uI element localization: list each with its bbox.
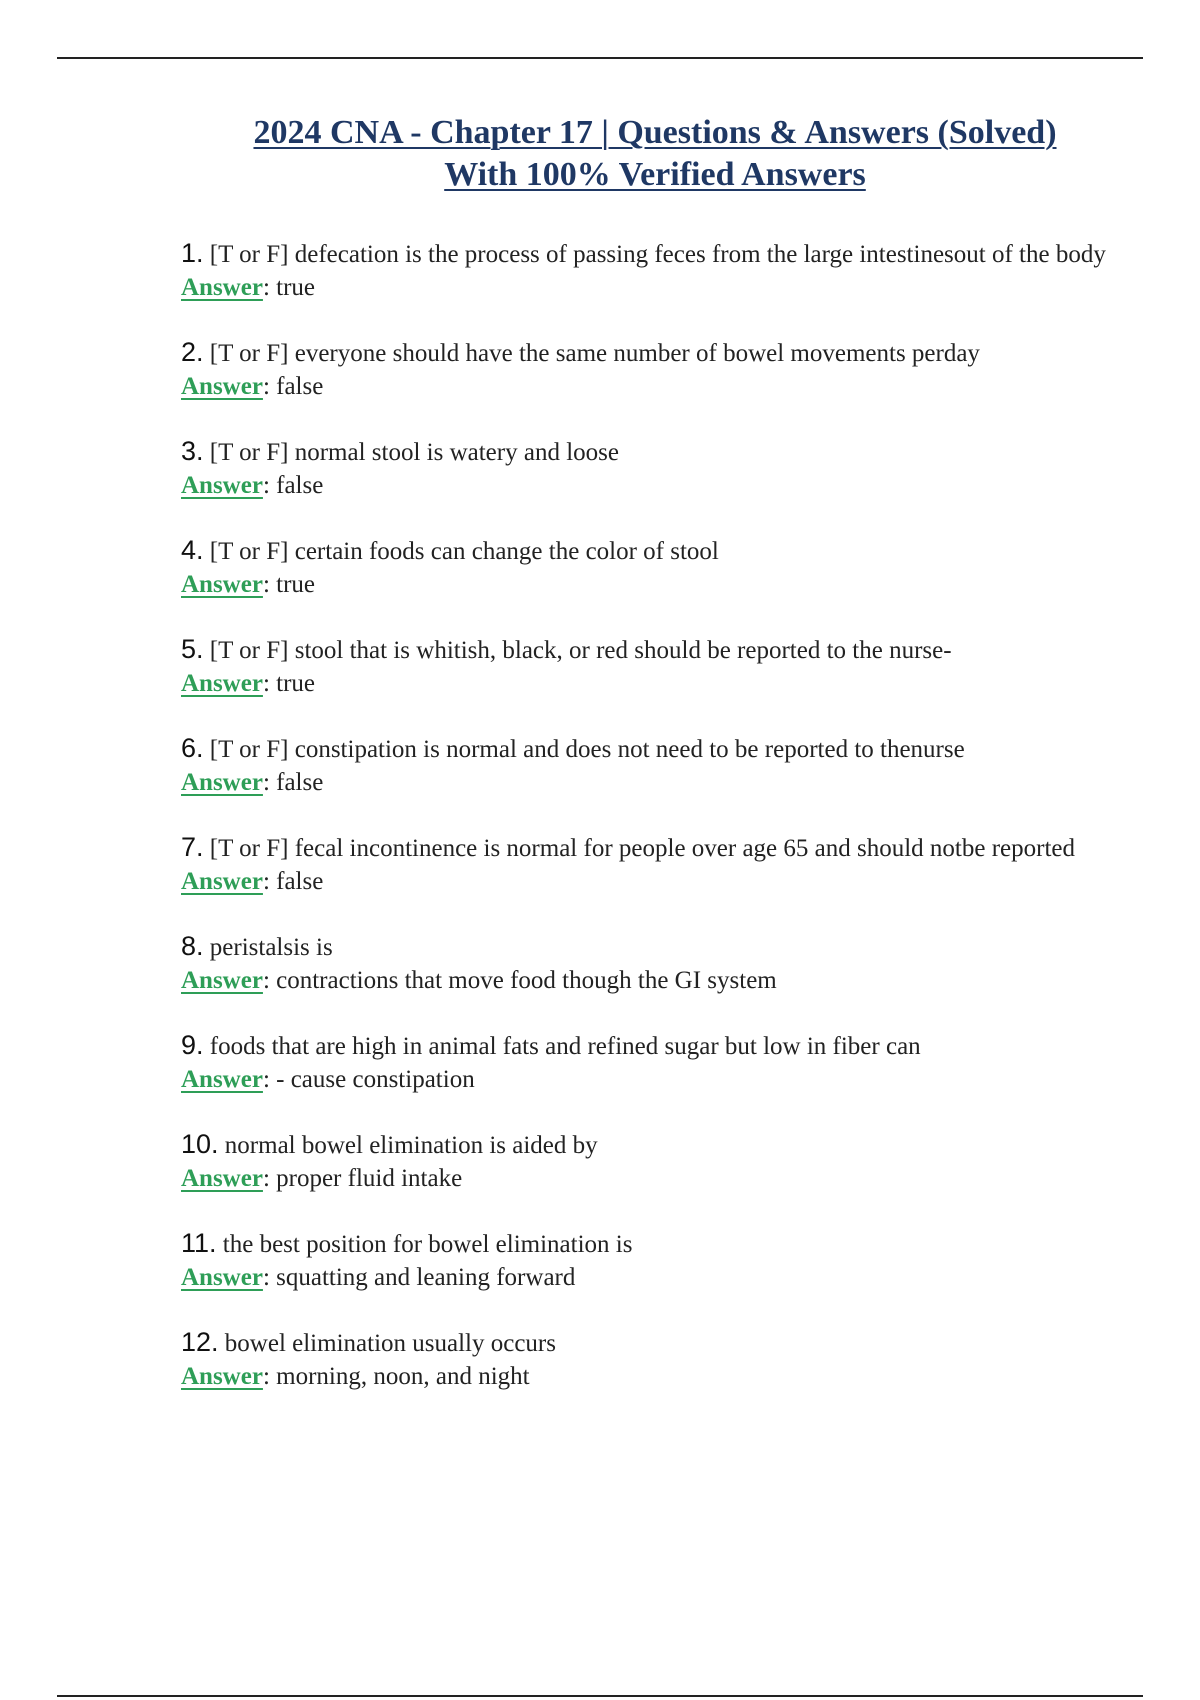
question-number: 7.	[181, 832, 204, 862]
question-number: 5.	[181, 634, 204, 664]
question-number: 1.	[181, 238, 204, 268]
question-number: 3.	[181, 436, 204, 466]
question-number: 4.	[181, 535, 204, 565]
question-number: 10.	[181, 1129, 219, 1159]
answer-separator: :	[262, 1363, 270, 1390]
answer-separator: :	[262, 769, 270, 796]
answer-text: contractions that move food though the GI system	[269, 967, 777, 994]
top-rule	[57, 57, 1143, 59]
question-item-2	[181, 337, 1116, 402]
question-text: [T or F] defecation is the process of passing feces from the large intestinesout of the body	[203, 241, 1106, 268]
answer-text: false	[269, 373, 324, 400]
question-text: peristalsis is	[203, 934, 333, 961]
answer-separator: :	[262, 274, 270, 301]
question-text: [T or F] certain foods can change the color of stool	[203, 538, 719, 565]
answer-separator: :	[262, 571, 270, 598]
question-item-1	[181, 238, 1116, 303]
answer-label: Answer	[181, 274, 263, 301]
answer-separator: :	[262, 868, 270, 895]
question-number: 8.	[181, 931, 204, 961]
page-title	[160, 112, 1150, 196]
answer-text: false	[269, 472, 324, 499]
answer-label: Answer	[181, 670, 263, 697]
question-number: 6.	[181, 733, 204, 763]
answer-separator: :	[262, 1066, 270, 1093]
answer-label: Answer	[181, 1165, 263, 1192]
title-line-1: 2024 CNA - Chapter 17 | Questions & Answers (Solved)	[253, 114, 1057, 151]
answer-text: squatting and leaning forward	[269, 1264, 576, 1291]
question-item-11	[181, 1228, 1116, 1293]
question-item-3	[181, 436, 1116, 501]
answer-text: true	[269, 670, 316, 697]
answer-text: true	[269, 274, 316, 301]
answer-separator: :	[262, 1165, 270, 1192]
question-list	[181, 238, 1116, 1426]
question-item-9	[181, 1030, 1116, 1095]
answer-text: true	[269, 571, 316, 598]
answer-label: Answer	[181, 1264, 263, 1291]
question-number: 9.	[181, 1030, 204, 1060]
question-text: normal bowel elimination is aided by	[218, 1132, 598, 1159]
answer-label: Answer	[181, 1363, 263, 1390]
question-item-12	[181, 1327, 1116, 1392]
question-number: 11.	[181, 1228, 217, 1258]
answer-separator: :	[262, 472, 270, 499]
question-text: [T or F] everyone should have the same number of bowel movements perday	[203, 340, 980, 367]
question-text: bowel elimination usually occurs	[218, 1330, 556, 1357]
question-item-5	[181, 634, 1116, 699]
question-item-10	[181, 1129, 1116, 1194]
question-item-8	[181, 931, 1116, 996]
answer-text: morning, noon, and night	[269, 1363, 530, 1390]
answer-label: Answer	[181, 1066, 263, 1093]
bottom-rule	[57, 1695, 1143, 1697]
question-number: 12.	[181, 1327, 219, 1357]
question-item-4	[181, 535, 1116, 600]
question-text: [T or F] fecal incontinence is normal for people over age 65 and should notbe reported	[203, 835, 1076, 862]
question-text: foods that are high in animal fats and refined sugar but low in fiber can	[203, 1033, 921, 1060]
answer-separator: :	[262, 670, 270, 697]
question-number: 2.	[181, 337, 204, 367]
answer-text: false	[269, 868, 324, 895]
answer-label: Answer	[181, 868, 263, 895]
answer-text: proper fluid intake	[269, 1165, 463, 1192]
answer-label: Answer	[181, 769, 263, 796]
title-line-2: With 100% Verified Answers	[444, 156, 866, 193]
answer-separator: :	[262, 1264, 270, 1291]
question-text: [T or F] stool that is whitish, black, or red should be reported to the nurse-	[203, 637, 952, 664]
question-text: [T or F] constipation is normal and does not need to be reported to thenurse	[203, 736, 965, 763]
answer-label: Answer	[181, 967, 263, 994]
answer-separator: :	[262, 373, 270, 400]
answer-label: Answer	[181, 373, 263, 400]
question-item-6	[181, 733, 1116, 798]
answer-text: - cause constipation	[269, 1066, 475, 1093]
question-text: the best position for bowel elimination is	[216, 1231, 633, 1258]
answer-text: false	[269, 769, 324, 796]
answer-label: Answer	[181, 472, 263, 499]
answer-label: Answer	[181, 571, 263, 598]
answer-separator: :	[262, 967, 270, 994]
question-text: [T or F] normal stool is watery and loose	[203, 439, 619, 466]
question-item-7	[181, 832, 1116, 897]
